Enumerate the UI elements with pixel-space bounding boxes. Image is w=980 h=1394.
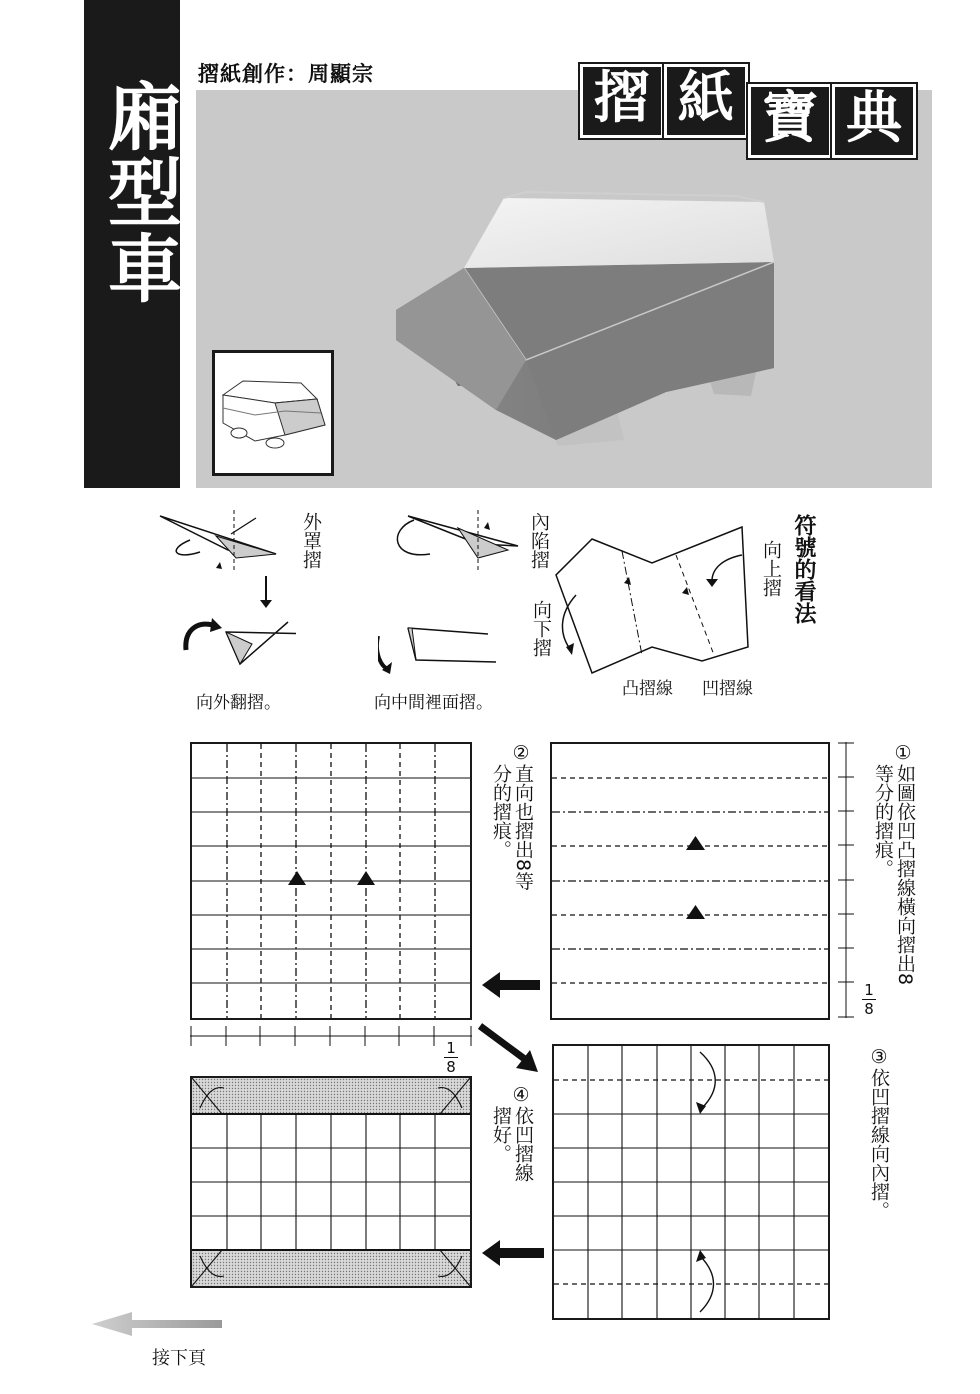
valley-fold-label: 向下摺 <box>530 600 552 657</box>
step2-fraction <box>444 1040 458 1075</box>
inside-reverse-fold-diagram <box>378 510 528 690</box>
thumbnail-diagram <box>212 350 334 476</box>
step3-number: ③ <box>868 1046 890 1068</box>
step2-diagram <box>190 742 472 1020</box>
next-page-label: 接下頁 <box>152 1348 206 1369</box>
fold-lines-diagram <box>552 525 762 685</box>
mountain-line-label: 凸摺線 <box>622 679 673 699</box>
inside-reverse-fold-caption: 向中間裡面摺。 <box>374 693 493 713</box>
arrow-left-icon <box>482 1238 546 1268</box>
step1-diagram <box>550 742 830 1020</box>
next-page-arrow-icon <box>92 1310 224 1338</box>
step1-text: 如圖依凹凸摺線橫向摺出8等分的摺痕。 <box>872 764 916 986</box>
step4-diagram <box>190 1076 472 1288</box>
inside-reverse-fold-label: 內陷摺 <box>528 512 550 569</box>
logo-char-1: 摺 <box>580 64 664 138</box>
step2-number: ② <box>510 742 532 764</box>
outside-reverse-fold-label: 外罩摺 <box>300 512 322 569</box>
logo-char-2: 紙 <box>664 64 748 138</box>
step3-diagram <box>552 1044 830 1320</box>
step1-number: ① <box>892 742 914 764</box>
outside-reverse-fold-diagram <box>156 510 296 690</box>
step2-text: 直向也摺出8等分的摺痕。 <box>490 764 534 891</box>
fraction-num: 1 <box>864 981 874 999</box>
fraction-num: 1 <box>446 1039 456 1057</box>
logo-char-3: 寶 <box>748 84 832 158</box>
logo-char-4: 典 <box>832 84 916 158</box>
mountain-fold-label: 向上摺 <box>760 540 782 597</box>
valley-line-label: 凹摺線 <box>702 679 753 699</box>
fraction-den: 8 <box>864 1000 874 1018</box>
arrow-down-right-icon <box>476 1020 546 1076</box>
arrow-left-icon <box>482 970 542 1000</box>
outside-reverse-fold-caption: 向外翻摺。 <box>196 693 281 713</box>
step2-ruler <box>190 1024 474 1048</box>
step3-text: 依凹摺線向內摺。 <box>868 1068 890 1220</box>
fraction-den: 8 <box>446 1058 456 1076</box>
step4-number: ④ <box>510 1084 532 1106</box>
page-title: 廂型車 <box>96 78 182 306</box>
author-credit: 摺紙創作：周顯宗 <box>198 62 374 86</box>
symbols-heading: 符號的看法 <box>791 514 816 624</box>
step4-text: 依凹摺線摺好。 <box>490 1106 534 1182</box>
step1-ruler <box>836 742 856 1022</box>
